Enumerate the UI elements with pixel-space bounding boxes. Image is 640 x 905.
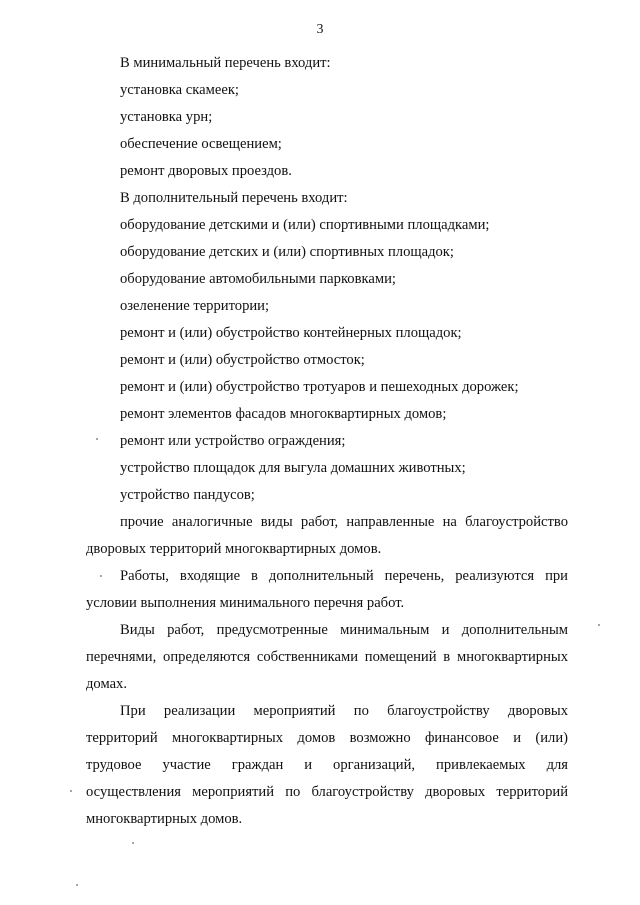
scan-speck [96,438,98,440]
additional-list-item: оборудование детскими и (или) спортивными площадками; [120,217,490,233]
minimal-list-item: установка скамеек; [120,82,239,98]
paragraph-line: условии выполнения минимального перечня работ. [86,595,405,611]
paragraph-other-works [86,509,568,563]
paragraph-line: дворовых территорий многоквартирных домов. [86,541,382,557]
scan-speck [70,790,72,792]
paragraph-line: прочие аналогичные виды работ, направленные на благоустройство [120,514,568,530]
additional-list-item: устройство пандусов; [120,487,255,503]
minimal-list-item: установка урн; [120,109,213,125]
paragraph-line: многоквартирных домов. [86,811,243,827]
paragraph-line: При реализации мероприятий по благоустройству дворовых [120,703,568,719]
paragraph-line: трудовое участие граждан и организаций, привлекаемых для [86,757,568,773]
additional-list-heading: В дополнительный перечень входит: [120,190,348,206]
additional-list-item: ремонт и (или) обустройство тротуаров и пешеходных дорожек; [120,379,519,395]
additional-list-item: ремонт и (или) обустройство контейнерных площадок; [120,325,462,341]
paragraph-line: перечнями, определяются собственниками помещений в многоквартирных [86,649,568,665]
paragraph-line: Работы, входящие в дополнительный перечень, реализуются при [120,568,568,584]
scan-speck [598,624,600,626]
paragraph-additional-condition [86,563,568,617]
additional-list-item: ремонт элементов фасадов многоквартирных домов; [120,406,447,422]
minimal-list-item: ремонт дворовых проездов. [120,163,292,179]
page-number: 3 [316,22,324,37]
additional-list-item: оборудование автомобильными парковками; [120,271,396,287]
additional-list-item: оборудование детских и (или) спортивных площадок; [120,244,454,260]
paragraph-line: Виды работ, предусмотренные минимальным и дополнительным [120,622,568,638]
scan-speck [76,884,78,886]
additional-list-item: озеленение территории; [120,298,270,314]
minimal-list-item: обеспечение освещением; [120,136,282,152]
paragraph-participation [86,698,568,833]
additional-list-item: устройство площадок для выгула домашних животных; [120,460,466,476]
paragraph-work-types [86,617,568,698]
minimal-list-heading: В минимальный перечень входит: [120,55,331,71]
paragraph-line: домах. [86,676,128,692]
additional-list-item: ремонт и (или) обустройство отмосток; [120,352,365,368]
scan-speck [100,575,102,577]
paragraph-line: осуществления мероприятий по благоустройству дворовых территорий [86,784,568,800]
scan-speck [132,842,134,844]
additional-list-item: ремонт или устройство ограждения; [120,433,346,449]
paragraph-line: территорий многоквартирных домов возможно финансовое и (или) [86,730,568,746]
